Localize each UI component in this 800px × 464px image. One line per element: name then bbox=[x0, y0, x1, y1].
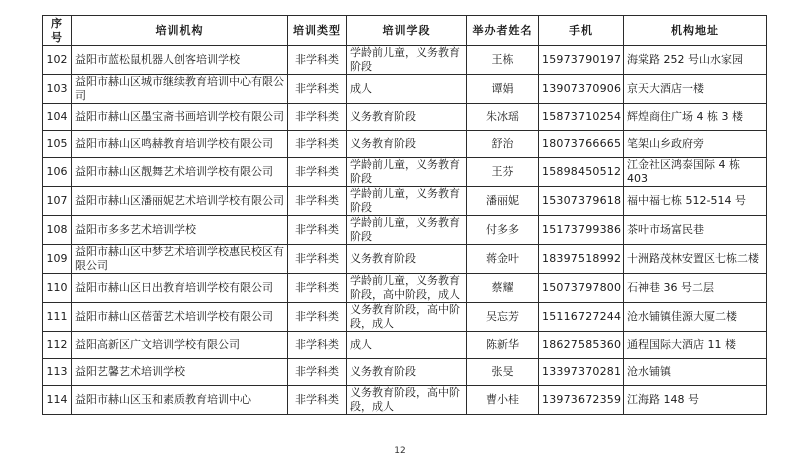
cell-address: 通程国际大酒店 11 楼 bbox=[624, 332, 767, 359]
cell-serial-no: 104 bbox=[43, 104, 72, 131]
cell-mobile: 18073766665 bbox=[539, 131, 624, 158]
cell-organizer-name: 吴忘芳 bbox=[467, 303, 539, 332]
cell-organizer-name: 舒治 bbox=[467, 131, 539, 158]
cell-training-type: 非学科类 bbox=[288, 359, 347, 386]
cell-institution: 益阳市赫山区潘丽妮艺术培训学校有限公司 bbox=[72, 187, 288, 216]
header-serial-no: 序号 bbox=[43, 16, 72, 46]
cell-institution: 益阳市赫山区日出教育培训学校有限公司 bbox=[72, 274, 288, 303]
cell-training-type: 非学科类 bbox=[288, 131, 347, 158]
cell-organizer-name: 王芬 bbox=[467, 158, 539, 187]
cell-institution: 益阳高新区广文培训学校有限公司 bbox=[72, 332, 288, 359]
cell-institution: 益阳艺馨艺术培训学校 bbox=[72, 359, 288, 386]
cell-training-stage: 义务教育阶段 bbox=[347, 131, 467, 158]
table-row bbox=[43, 131, 767, 158]
cell-training-type: 非学科类 bbox=[288, 274, 347, 303]
cell-mobile: 13907370906 bbox=[539, 75, 624, 104]
cell-serial-no: 114 bbox=[43, 386, 72, 415]
header-training-stage: 培训学段 bbox=[347, 16, 467, 46]
cell-training-stage: 义务教育阶段，高中阶段，成人 bbox=[347, 303, 467, 332]
header-organizer-name: 举办者姓名 bbox=[467, 16, 539, 46]
cell-training-type: 非学科类 bbox=[288, 75, 347, 104]
cell-institution: 益阳市赫山区靓舞艺术培训学校有限公司 bbox=[72, 158, 288, 187]
document-page bbox=[42, 15, 766, 415]
cell-address: 沧水铺镇佳源大厦二楼 bbox=[624, 303, 767, 332]
table-row bbox=[43, 216, 767, 245]
cell-training-stage: 义务教育阶段 bbox=[347, 245, 467, 274]
cell-organizer-name: 蔡耀 bbox=[467, 274, 539, 303]
cell-training-stage: 学龄前儿童，义务教育阶段 bbox=[347, 216, 467, 245]
cell-training-stage: 成人 bbox=[347, 75, 467, 104]
cell-training-type: 非学科类 bbox=[288, 104, 347, 131]
cell-mobile: 15873710254 bbox=[539, 104, 624, 131]
cell-serial-no: 107 bbox=[43, 187, 72, 216]
cell-mobile: 15116727244 bbox=[539, 303, 624, 332]
cell-training-stage: 成人 bbox=[347, 332, 467, 359]
cell-mobile: 15173799386 bbox=[539, 216, 624, 245]
cell-organizer-name: 陈新华 bbox=[467, 332, 539, 359]
header-training-type: 培训类型 bbox=[288, 16, 347, 46]
cell-mobile: 18397518992 bbox=[539, 245, 624, 274]
cell-organizer-name: 曹小桂 bbox=[467, 386, 539, 415]
cell-institution: 益阳市多多艺术培训学校 bbox=[72, 216, 288, 245]
cell-serial-no: 103 bbox=[43, 75, 72, 104]
cell-institution: 益阳市赫山区城市继续教育培训中心有限公司 bbox=[72, 75, 288, 104]
cell-training-type: 非学科类 bbox=[288, 187, 347, 216]
cell-organizer-name: 张旻 bbox=[467, 359, 539, 386]
cell-institution: 益阳市赫山区蓓蕾艺术培训学校有限公司 bbox=[72, 303, 288, 332]
cell-serial-no: 113 bbox=[43, 359, 72, 386]
cell-organizer-name: 王栋 bbox=[467, 46, 539, 75]
cell-training-stage: 义务教育阶段，高中阶段，成人 bbox=[347, 386, 467, 415]
cell-serial-no: 112 bbox=[43, 332, 72, 359]
cell-address: 江海路 148 号 bbox=[624, 386, 767, 415]
cell-organizer-name: 朱冰瑶 bbox=[467, 104, 539, 131]
cell-training-stage: 学龄前儿童，义务教育阶段 bbox=[347, 187, 467, 216]
cell-address: 石神巷 36 号二层 bbox=[624, 274, 767, 303]
cell-training-stage: 义务教育阶段 bbox=[347, 359, 467, 386]
cell-address: 海棠路 252 号山水家园 bbox=[624, 46, 767, 75]
table-row bbox=[43, 274, 767, 303]
cell-address: 茶叶市场富民巷 bbox=[624, 216, 767, 245]
cell-address: 江金社区鸿泰国际 4 栋 403 bbox=[624, 158, 767, 187]
header-institution: 培训机构 bbox=[72, 16, 288, 46]
cell-training-type: 非学科类 bbox=[288, 386, 347, 415]
cell-mobile: 13973672359 bbox=[539, 386, 624, 415]
table-row bbox=[43, 158, 767, 187]
cell-training-stage: 学龄前儿童，义务教育阶段 bbox=[347, 158, 467, 187]
header-address: 机构地址 bbox=[624, 16, 767, 46]
table-row bbox=[43, 332, 767, 359]
cell-address: 十洲路茂林安置区七栋二楼 bbox=[624, 245, 767, 274]
cell-organizer-name: 潘丽妮 bbox=[467, 187, 539, 216]
cell-training-type: 非学科类 bbox=[288, 216, 347, 245]
cell-serial-no: 106 bbox=[43, 158, 72, 187]
cell-address: 福中福七栋 512-514 号 bbox=[624, 187, 767, 216]
cell-serial-no: 109 bbox=[43, 245, 72, 274]
cell-training-stage: 学龄前儿童，义务教育阶段 bbox=[347, 46, 467, 75]
cell-institution: 益阳市赫山区鸣赫教育培训学校有限公司 bbox=[72, 131, 288, 158]
cell-training-type: 非学科类 bbox=[288, 46, 347, 75]
cell-mobile: 15307379618 bbox=[539, 187, 624, 216]
cell-address: 沧水铺镇 bbox=[624, 359, 767, 386]
page-number: 12 bbox=[394, 446, 406, 456]
cell-institution: 益阳市赫山区中梦艺术培训学校惠民校区有限公司 bbox=[72, 245, 288, 274]
cell-address: 辉煌商住广场 4 栋 3 楼 bbox=[624, 104, 767, 131]
cell-serial-no: 110 bbox=[43, 274, 72, 303]
cell-mobile: 15073797800 bbox=[539, 274, 624, 303]
table-row bbox=[43, 303, 767, 332]
cell-address: 京天大酒店一楼 bbox=[624, 75, 767, 104]
cell-training-stage: 学龄前儿童，义务教育阶段，高中阶段，成人 bbox=[347, 274, 467, 303]
cell-organizer-name: 付多多 bbox=[467, 216, 539, 245]
cell-serial-no: 111 bbox=[43, 303, 72, 332]
table-row bbox=[43, 359, 767, 386]
cell-institution: 益阳市赫山区玉和素质教育培训中心 bbox=[72, 386, 288, 415]
training-institution-table bbox=[42, 15, 767, 415]
cell-address: 笔架山乡政府旁 bbox=[624, 131, 767, 158]
table-row bbox=[43, 46, 767, 75]
cell-training-type: 非学科类 bbox=[288, 158, 347, 187]
cell-serial-no: 102 bbox=[43, 46, 72, 75]
cell-training-stage: 义务教育阶段 bbox=[347, 104, 467, 131]
cell-training-type: 非学科类 bbox=[288, 245, 347, 274]
table-row bbox=[43, 386, 767, 415]
cell-institution: 益阳市蓝松鼠机器人创客培训学校 bbox=[72, 46, 288, 75]
table-row bbox=[43, 75, 767, 104]
cell-mobile: 15973790197 bbox=[539, 46, 624, 75]
table-row bbox=[43, 104, 767, 131]
cell-organizer-name: 谭娟 bbox=[467, 75, 539, 104]
cell-serial-no: 105 bbox=[43, 131, 72, 158]
header-mobile: 手机 bbox=[539, 16, 624, 46]
cell-serial-no: 108 bbox=[43, 216, 72, 245]
cell-mobile: 15898450512 bbox=[539, 158, 624, 187]
cell-training-type: 非学科类 bbox=[288, 303, 347, 332]
cell-mobile: 18627585360 bbox=[539, 332, 624, 359]
cell-institution: 益阳市赫山区墨宝斋书画培训学校有限公司 bbox=[72, 104, 288, 131]
table-row bbox=[43, 187, 767, 216]
table-header-row bbox=[43, 16, 767, 46]
cell-organizer-name: 蒋金叶 bbox=[467, 245, 539, 274]
cell-training-type: 非学科类 bbox=[288, 332, 347, 359]
cell-mobile: 13397370281 bbox=[539, 359, 624, 386]
table-row bbox=[43, 245, 767, 274]
